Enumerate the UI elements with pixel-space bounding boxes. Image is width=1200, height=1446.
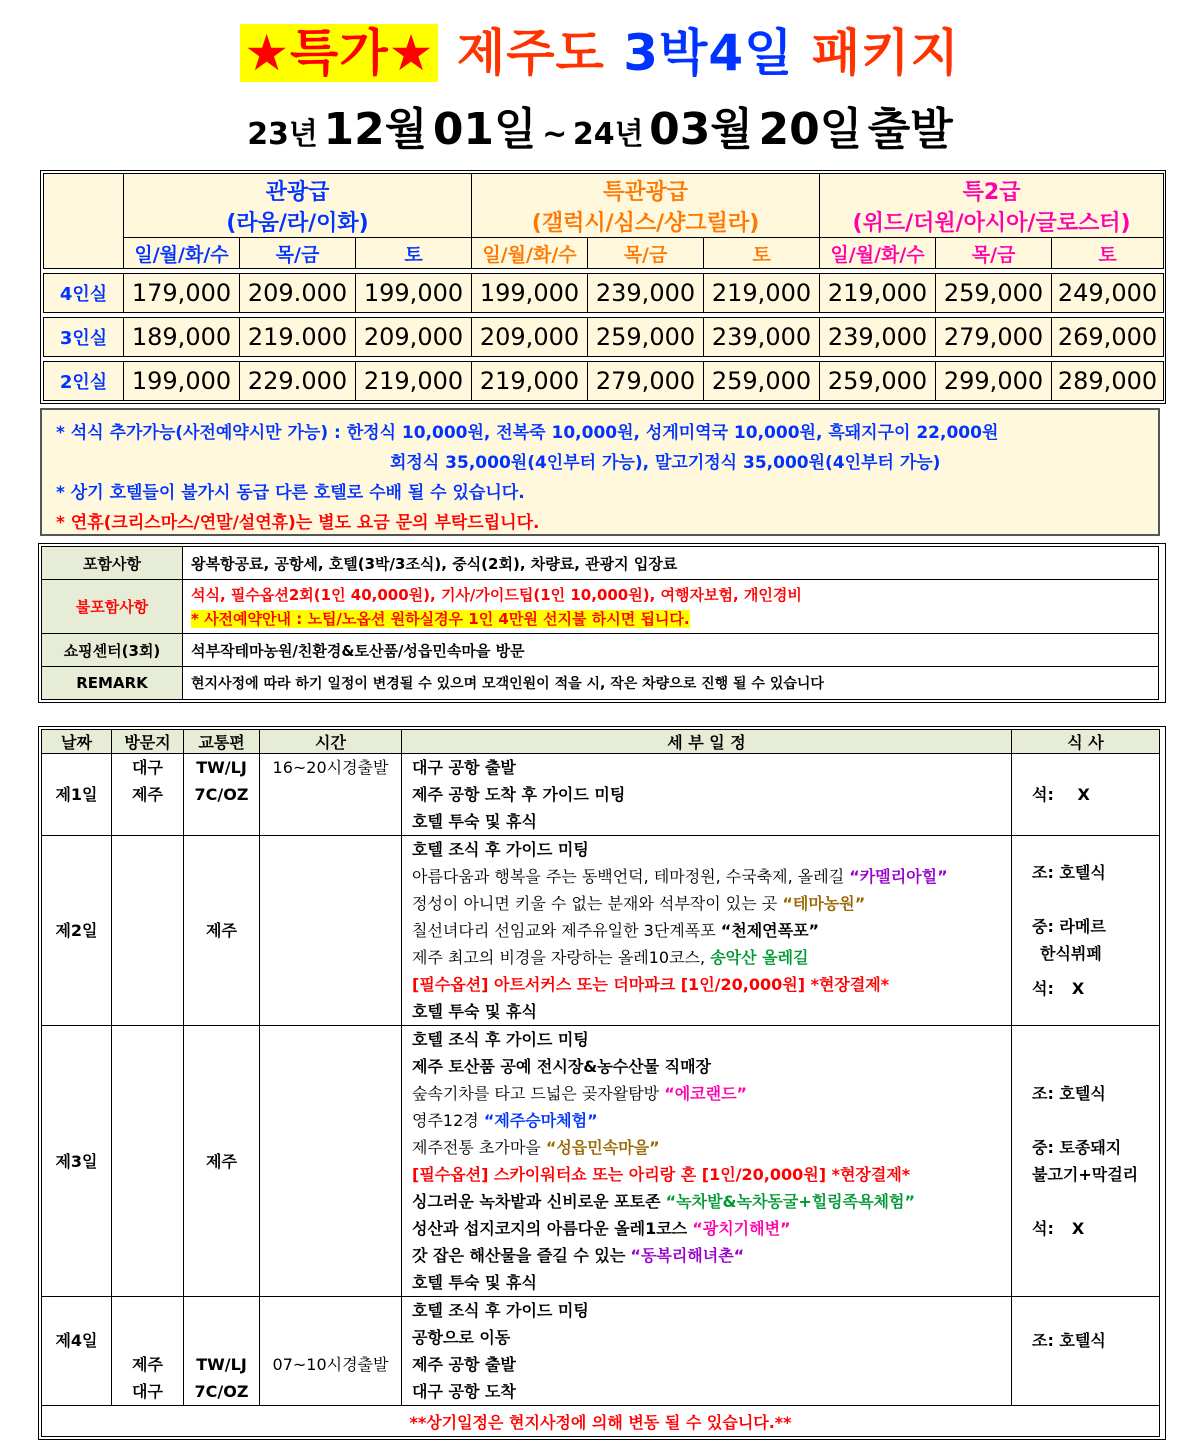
excluded-label: 불포함사항 xyxy=(42,580,183,634)
header-transport: 교통편 xyxy=(184,730,260,754)
grade-hotels: (위드/더원/아시아/글로스터) xyxy=(852,210,1131,236)
day-weekday: 일/월/화/수 xyxy=(820,238,936,269)
meal-breakfast: 조: 호텔식 xyxy=(1012,1297,1160,1406)
place-departure: 제주 xyxy=(132,1355,163,1374)
detail-line: 호텔 투숙 및 휴식 xyxy=(412,1002,537,1021)
price-cell: 259,000 xyxy=(588,318,704,357)
price-table xyxy=(40,170,1166,404)
included-label: 포함사항 xyxy=(42,547,183,580)
meal-dinner-value: X xyxy=(1071,1219,1085,1238)
itinerary-day-3 xyxy=(42,1026,1160,1297)
price-row-3 xyxy=(43,317,1164,357)
price-cell: 279,000 xyxy=(936,318,1052,357)
date-separator: ~ xyxy=(542,117,568,152)
time-empty xyxy=(260,836,402,1026)
transport-airlines-2: 7C/OZ xyxy=(194,1382,249,1401)
price-row-2 xyxy=(43,361,1164,401)
place-empty xyxy=(112,836,184,1026)
detail-line: 대구 공항 도착 xyxy=(412,1382,516,1401)
detail-line: 호텔 조식 후 가이드 미팅 xyxy=(412,840,589,859)
price-cell: 229.000 xyxy=(240,362,356,401)
detail-text: 싱그러운 녹차밭과 신비로운 포토존 xyxy=(412,1192,661,1211)
title-duration: 3박4일 xyxy=(623,24,794,82)
detail-text: 아름다움과 행복을 주는 동백언덕, 테마정원, 수국축제, 올레길 xyxy=(412,867,845,886)
day-label: 제1일 xyxy=(42,754,112,836)
price-cell: 239,000 xyxy=(588,274,704,313)
day-label: 제4일 xyxy=(42,1297,112,1406)
detail-text: 제주 최고의 비경을 자랑하는 올레10코스, xyxy=(412,948,706,967)
price-cell: 239,000 xyxy=(820,318,936,357)
grade-hotels: (라움/라/이화) xyxy=(226,210,369,236)
shopping-label: 쇼핑센터(3회) xyxy=(42,634,183,667)
highlight-gwangchigi: “광치기해변” xyxy=(692,1219,791,1238)
grade-name: 관광급 xyxy=(265,179,330,205)
price-cell: 219.000 xyxy=(240,318,356,357)
highlight-horse-riding: “제주승마체험” xyxy=(483,1111,598,1130)
highlight-camellia-hill: “카멜리아힐” xyxy=(849,867,948,886)
excluded-value: 석식, 필수옵션2회(1인 40,000원), 기사/가이드팁(1인 10,000원), 여행자보험, 개인경비 xyxy=(191,585,802,604)
detail-text: 갓 잡은 해산물을 즐길 수 있는 xyxy=(412,1246,626,1265)
meal-dinner-label: 석: xyxy=(1032,785,1054,804)
day-weekday: 일/월/화/수 xyxy=(124,238,240,269)
price-cell: 219,000 xyxy=(356,362,472,401)
price-cell: 259,000 xyxy=(704,362,820,401)
highlight-cheonjeyeon: “천제연폭포” xyxy=(720,921,820,940)
title-package: 패키지 xyxy=(811,24,960,82)
note-hotel-substitute: * 상기 호텔들이 불가시 동급 다른 호텔로 수배 될 수 있습니다. xyxy=(56,483,525,503)
place-arrival: 제주 xyxy=(132,785,163,804)
remark-label: REMARK xyxy=(42,667,183,700)
detail-text: 칠선녀다리 선임교와 제주유일한 3단계폭포 xyxy=(412,921,716,940)
grade-name: 특2급 xyxy=(962,179,1021,205)
day-label: 제2일 xyxy=(42,836,112,1026)
detail-text: 정성이 아니면 키울 수 없는 분재와 석부작이 있는 곳 xyxy=(412,894,778,913)
highlight-haenyeo: “동복리해녀촌“ xyxy=(630,1246,745,1265)
price-cell: 219,000 xyxy=(472,362,588,401)
header-place: 방문지 xyxy=(112,730,184,754)
prepay-notice: * 사전예약안내 : 노팁/노옵션 원하실경우 1인 4만원 선지불 하시면 됩니다. xyxy=(191,609,690,628)
price-cell: 209,000 xyxy=(356,318,472,357)
date-month-start: 12월 xyxy=(323,104,428,155)
day-thu-fri: 목/금 xyxy=(936,238,1052,269)
inclusions-grid xyxy=(41,546,1159,700)
meal-dinner-value: X xyxy=(1077,785,1090,804)
price-cell: 219,000 xyxy=(820,274,936,313)
detail-line: 호텔 투숙 및 휴식 xyxy=(412,1273,537,1292)
price-cell: 179,000 xyxy=(124,274,240,313)
departure-dates xyxy=(0,102,1200,167)
itinerary-grid xyxy=(41,729,1160,1437)
note-dinner-options-2: 회정식 35,000원(4인부터 가능), 말고기정식 35,000원(4인부터 가능) xyxy=(390,453,941,473)
date-year-start: 23년 xyxy=(247,117,318,152)
price-cell: 189,000 xyxy=(124,318,240,357)
schedule-change-notice: **상기일정은 현지사정에 의해 변동 될 수 있습니다.** xyxy=(42,1406,1160,1437)
itinerary-day-4 xyxy=(42,1297,1160,1406)
meal-breakfast: 조: 호텔식 xyxy=(1032,863,1106,882)
itinerary-day-2 xyxy=(42,836,1160,1026)
remark-value: 현지사정에 따라 하기 일정이 변경될 수 있으며 모객인원이 적을 시, 작은 차량으로 진행 될 수 있습니다 xyxy=(183,667,1159,700)
highlight-seongeup: “성읍민속마을” xyxy=(545,1138,660,1157)
price-notes xyxy=(40,408,1160,536)
detail-text: 영주12경 xyxy=(412,1111,479,1130)
highlight-ecoland: “에코랜드” xyxy=(664,1084,748,1103)
included-value: 왕복항공료, 공항세, 호텔(3박/3조식), 중식(2회), 차량료, 관광지 입장료 xyxy=(183,547,1159,580)
detail-line: 대구 공항 출발 xyxy=(412,758,516,777)
price-row-4 xyxy=(43,273,1164,313)
day-sat: 토 xyxy=(1052,238,1164,269)
price-cell: 269,000 xyxy=(1052,318,1164,357)
day-thu-fri: 목/금 xyxy=(240,238,356,269)
departure-time: 07~10시경출발 xyxy=(260,1297,402,1406)
transport-airlines-1: TW/LJ xyxy=(196,758,247,777)
title-destination: 제주도 xyxy=(456,24,605,82)
option-line: [필수옵션] 스카이워터쇼 또는 아리랑 혼 [1인/20,000원] *현장결제* xyxy=(412,1165,911,1184)
price-cell: 259,000 xyxy=(820,362,936,401)
detail-line: 호텔 조식 후 가이드 미팅 xyxy=(412,1030,589,1049)
itinerary-day-1 xyxy=(42,754,1160,836)
grade-name: 특관광급 xyxy=(603,179,689,205)
header-meal: 식 사 xyxy=(1012,730,1160,754)
price-cell: 199,000 xyxy=(124,362,240,401)
day-label: 제3일 xyxy=(42,1026,112,1297)
place-departure: 대구 xyxy=(132,758,163,777)
price-cell: 199,000 xyxy=(472,274,588,313)
meal-dinner-value: X xyxy=(1071,979,1085,998)
price-cell: 199,000 xyxy=(356,274,472,313)
meal-lunch-detail: 한식뷔페 xyxy=(1040,944,1102,963)
transport-airlines-1: TW/LJ xyxy=(196,1355,247,1374)
detail-line: 공항으로 이동 xyxy=(412,1328,511,1347)
grade-special-tourist xyxy=(472,174,820,238)
price-cell: 209,000 xyxy=(472,318,588,357)
highlight-theme-farm: “테마농원” xyxy=(782,894,866,913)
day-sat: 토 xyxy=(356,238,472,269)
detail-line: 제주 토산품 공예 전시장&농수산물 직매장 xyxy=(412,1057,711,1076)
shopping-value: 석부작테마농원/친환경&토산품/성읍민속마을 방문 xyxy=(183,634,1159,667)
day-weekday: 일/월/화/수 xyxy=(472,238,588,269)
special-badge: ★특가★ xyxy=(240,24,438,82)
grade-special-2 xyxy=(820,174,1164,238)
highlight-green-tea: “녹차밭&녹차동굴+힐링족욕체험” xyxy=(665,1192,915,1211)
place: 제주 xyxy=(184,836,260,1026)
price-cell: 299,000 xyxy=(936,362,1052,401)
detail-text: 성산과 섭지코지의 아름다운 올레1코스 xyxy=(412,1219,688,1238)
room-type: 2인실 xyxy=(44,362,124,401)
price-cell: 219,000 xyxy=(704,274,820,313)
header-detail: 세 부 일 정 xyxy=(402,730,1012,754)
note-dinner-options: * 석식 추가가능(사전예약시만 가능) : 한정식 10,000원, 전복죽 10,000원, 성게미역국 10,000원, 흑돼지구이 22,000원 xyxy=(56,423,999,443)
date-year-end: 24년 xyxy=(572,117,644,152)
price-cell: 279,000 xyxy=(588,362,704,401)
price-cell: 259,000 xyxy=(936,274,1052,313)
header-time: 시간 xyxy=(260,730,402,754)
price-header xyxy=(43,173,1164,269)
date-month-end: 03월 xyxy=(649,104,753,155)
grade-hotels: (갤럭시/심스/샹그릴라) xyxy=(531,210,760,236)
place-arrival: 대구 xyxy=(132,1382,163,1401)
price-cell: 249,000 xyxy=(1052,274,1164,313)
time-empty xyxy=(260,1026,402,1297)
place: 제주 xyxy=(184,1026,260,1297)
inclusions-table xyxy=(38,543,1166,703)
header-date: 날짜 xyxy=(42,730,112,754)
room-type: 3인실 xyxy=(44,318,124,357)
option-line: [필수옵션] 아트서커스 또는 더마파크 [1인/20,000원] *현장결제* xyxy=(412,975,890,994)
grade-tourist xyxy=(124,174,472,238)
detail-text: 숲속기차를 타고 드넓은 곶자왈탐방 xyxy=(412,1084,660,1103)
corner-cell xyxy=(44,174,124,269)
detail-line: 제주 공항 출발 xyxy=(412,1355,516,1374)
meal-lunch-detail: 불고기+막걸리 xyxy=(1032,1165,1139,1184)
note-holiday: * 연휴(크리스마스/연말/설연휴)는 별도 요금 문의 부탁드립니다. xyxy=(56,513,540,533)
detail-line: 제주 공항 도착 후 가이드 미팅 xyxy=(412,785,626,804)
transport-airlines-2: 7C/OZ xyxy=(194,785,249,804)
date-suffix: 출발 xyxy=(867,104,953,155)
place-empty xyxy=(112,1026,184,1297)
page-title xyxy=(0,18,1200,88)
meal-dinner-label: 석: xyxy=(1032,1219,1054,1238)
detail-line: 호텔 투숙 및 휴식 xyxy=(412,812,537,831)
detail-text: 제주전통 초가마을 xyxy=(412,1138,541,1157)
price-cell: 289,000 xyxy=(1052,362,1164,401)
meal-lunch: 중: 라메르 xyxy=(1032,917,1106,936)
price-cell: 239,000 xyxy=(704,318,820,357)
date-day-end: 20일 xyxy=(758,104,863,155)
meal-dinner-label: 석: xyxy=(1032,979,1054,998)
day-sat: 토 xyxy=(704,238,820,269)
itinerary-table xyxy=(38,726,1166,1440)
highlight-songaksan: 송악산 올레길 xyxy=(710,948,809,967)
price-cell: 209.000 xyxy=(240,274,356,313)
departure-time: 16~20시경출발 xyxy=(260,754,402,836)
room-type: 4인실 xyxy=(44,274,124,313)
day-thu-fri: 목/금 xyxy=(588,238,704,269)
detail-line: 호텔 조식 후 가이드 미팅 xyxy=(412,1301,589,1320)
meal-breakfast: 조: 호텔식 xyxy=(1032,1084,1106,1103)
date-day-start: 01일 xyxy=(432,104,537,155)
meal-lunch: 중: 토종돼지 xyxy=(1032,1138,1122,1157)
